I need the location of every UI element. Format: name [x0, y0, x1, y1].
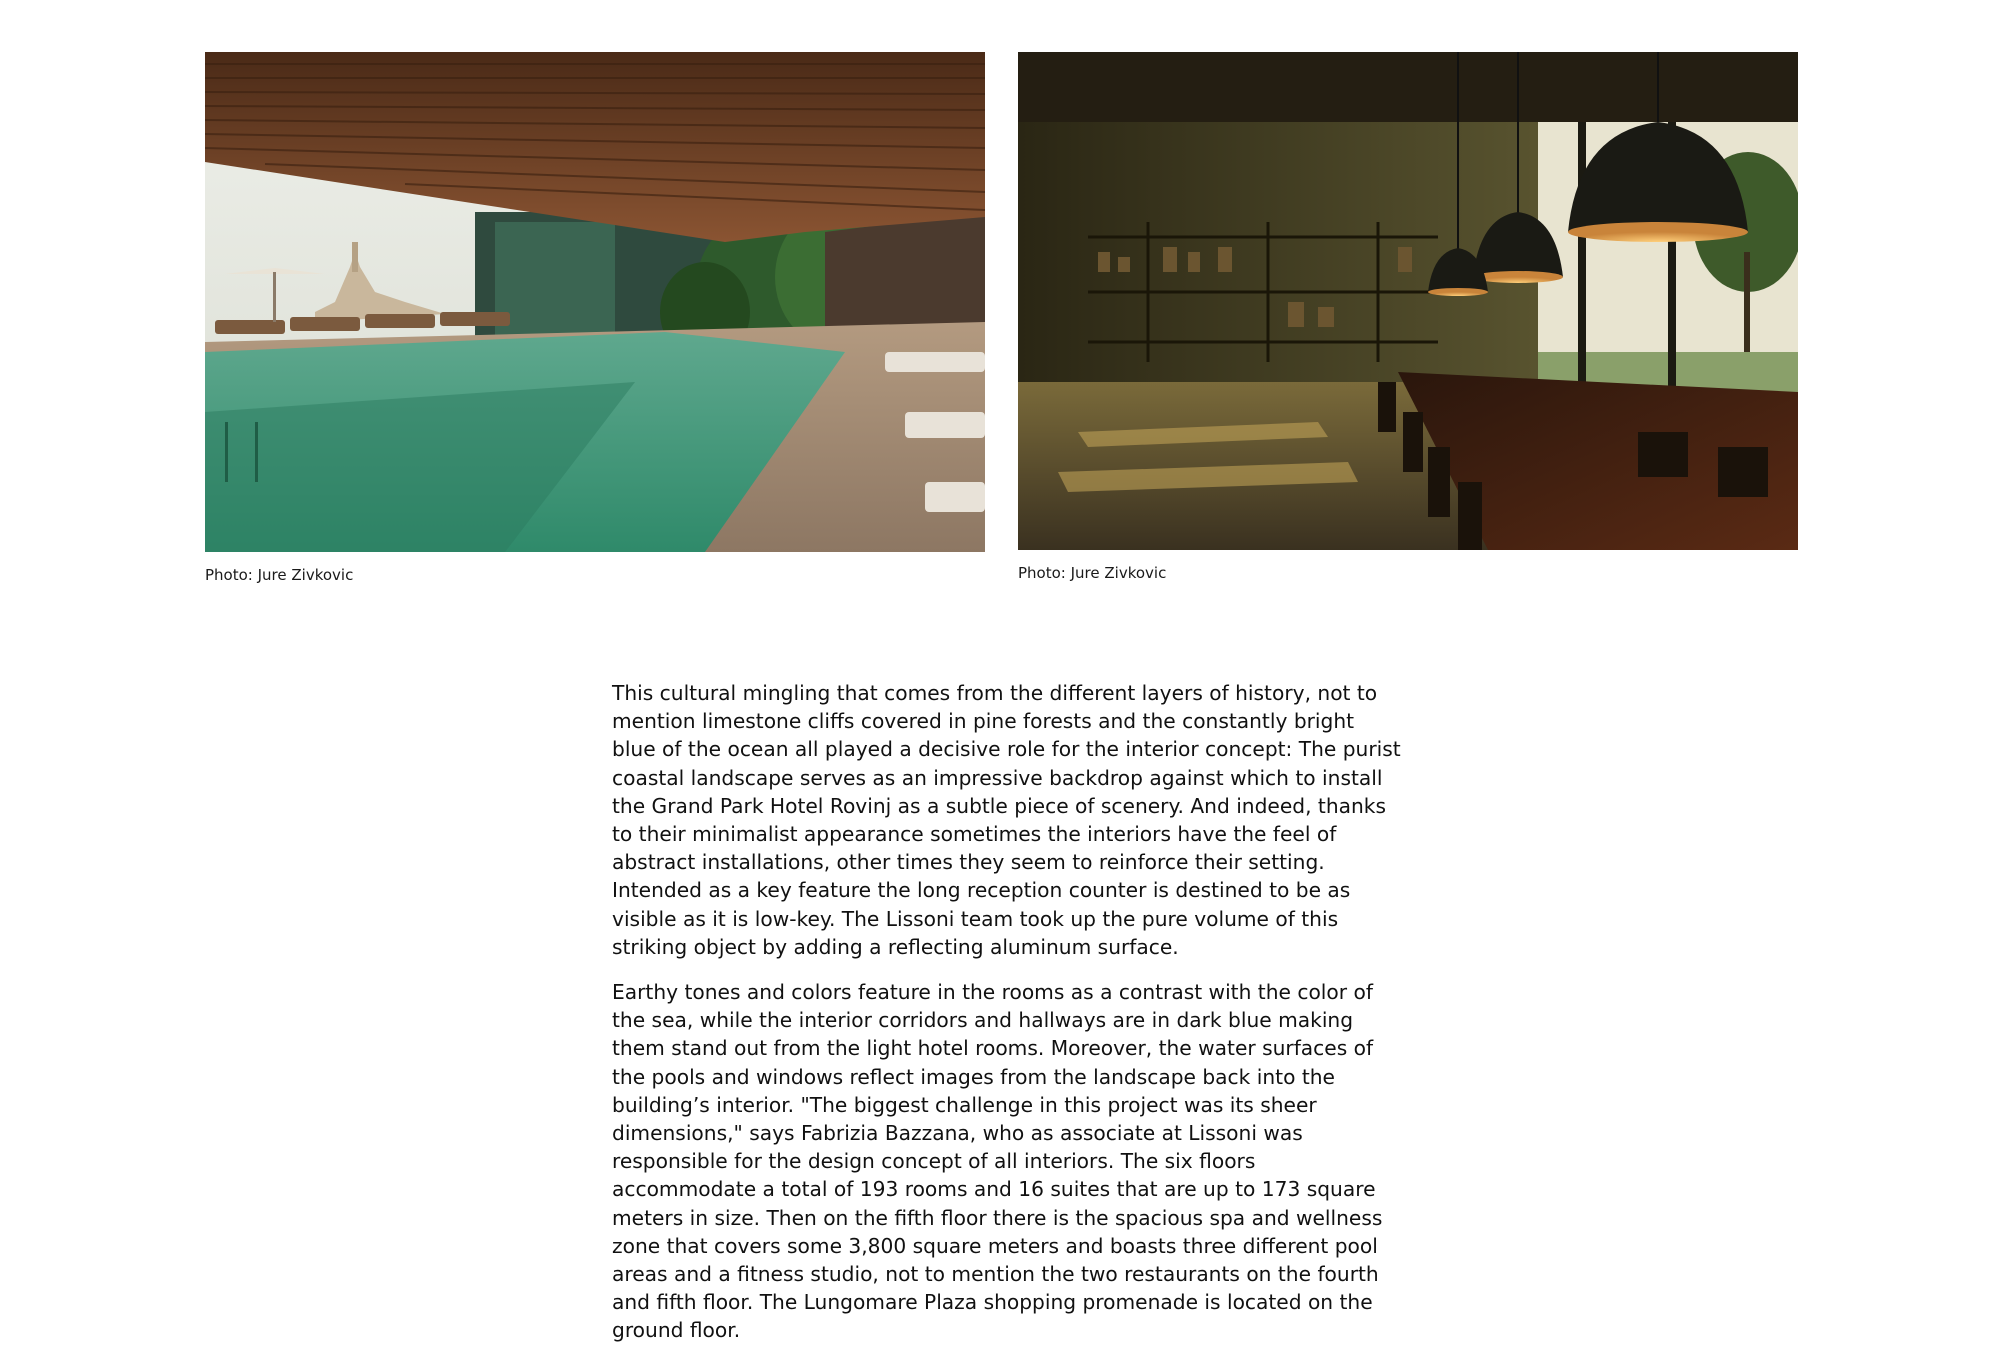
photo-caption: Photo: Jure Zivkovic — [205, 566, 354, 584]
figure-restaurant — [1018, 52, 1798, 582]
indoor-pool-photo — [205, 52, 985, 552]
photo-caption: Photo: Jure Zivkovic — [1018, 564, 1167, 582]
article-paragraph: Earthy tones and colors feature in the rooms as a contrast with the color of the sea, while the interior corridors and hallways are in dark blue making them stand out from the light hotel rooms. Moreover, the water surfaces of the pools and windows reflect images from the landscape back into the building’s interior. "The biggest challenge in this project was its sheer dimensions," says Fabrizia Bazzana, who as associate at Lissoni was responsible for the design concept of all interiors. The six floors accommodate a total of 193 rooms and 16 suites that are up to 173 square meters in size. Then on the fifth floor there is the spacious spa and wellness zone that covers some 3,800 square meters and boasts three different pool areas and a fitness studio, not to mention the two restaurants on the fourth and fifth floor. The Lungomare Plaza shopping promenade is located on the ground floor. — [612, 980, 1383, 1343]
article-paragraph: This cultural mingling that comes from the different layers of history, not to mention limestone cliffs covered in pine forests and the constantly bright blue of the ocean all played a decisive role for the interior concept: The purist coastal landscape serves as an impressive backdrop against which to install the Grand Park Hotel Rovinj as a subtle piece of scenery. And indeed, thanks to their minimalist appearance sometimes the interiors have the feel of abstract installations, other times they seem to reinforce their setting. Intended as a key feature the long reception counter is destined to be as visible as it is low-key. The Lissoni team took up the pure volume of this striking object by adding a reflecting aluminum surface. — [612, 681, 1401, 959]
figure-pool — [205, 52, 985, 584]
restaurant-interior-photo — [1018, 52, 1798, 550]
article-body — [612, 679, 1402, 1362]
